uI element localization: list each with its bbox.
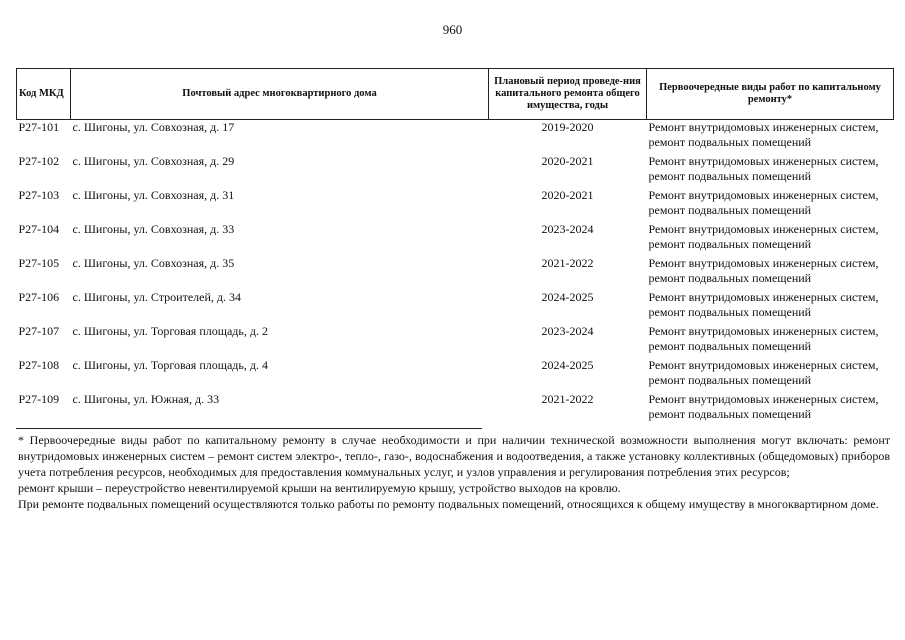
- row-address: с. Шигоны, ул. Совхозная, д. 31: [72, 188, 235, 202]
- row-works-line2: ремонт подвальных помещений: [648, 305, 812, 319]
- row-works: [647, 154, 894, 188]
- table-row: [17, 290, 894, 324]
- row-works: [647, 358, 894, 392]
- row-period: 2024-2025: [541, 358, 594, 372]
- row-works-line1: Ремонт внутридомовых инженерных систем,: [648, 256, 879, 270]
- row-address: с. Шигоны, ул. Совхозная, д. 35: [72, 256, 235, 270]
- row-code: P27-101: [18, 120, 60, 134]
- row-works-line2: ремонт подвальных помещений: [648, 237, 812, 251]
- row-works-line2: ремонт подвальных помещений: [648, 135, 812, 149]
- row-works-line2: ремонт подвальных помещений: [648, 373, 812, 387]
- row-code: P27-102: [18, 154, 60, 168]
- header-period: Плановый период проведе-ния капитального ремонта общего имущества, годы: [489, 69, 647, 120]
- row-code: P27-104: [18, 222, 60, 236]
- row-works: [647, 256, 894, 290]
- row-address: с. Шигоны, ул. Торговая площадь, д. 4: [72, 358, 268, 372]
- row-address: с. Шигоны, ул. Строителей, д. 34: [72, 290, 241, 304]
- table-row: [17, 324, 894, 358]
- row-works: [647, 222, 894, 256]
- row-works: [647, 188, 894, 222]
- table-header-row: [17, 69, 894, 120]
- header-address: Почтовый адрес многоквартирного дома: [71, 69, 489, 120]
- row-address: с. Шигоны, ул. Совхозная, д. 33: [72, 222, 235, 236]
- table-row: [17, 120, 894, 155]
- row-code: P27-107: [18, 324, 60, 338]
- footnote-paragraph-2: ремонт крыши – переустройство невентилируемой крыши на вентилируемую крышу, устройство выходов на кровлю.: [18, 481, 621, 495]
- row-code: P27-109: [18, 392, 60, 406]
- row-code: P27-105: [18, 256, 60, 270]
- row-works-line1: Ремонт внутридомовых инженерных систем,: [648, 290, 879, 304]
- row-works-line1: Ремонт внутридомовых инженерных систем,: [648, 358, 879, 372]
- row-works-line2: ремонт подвальных помещений: [648, 339, 812, 353]
- row-works: [647, 392, 894, 426]
- row-period: 2021-2022: [541, 392, 594, 406]
- row-works-line2: ремонт подвальных помещений: [648, 271, 812, 285]
- row-period: 2020-2021: [541, 188, 594, 202]
- table-row: [17, 222, 894, 256]
- footnote-paragraph-3: При ремонте подвальных помещений осуществляются только работы по ремонту подвальных помещений, относящихся к общему имуществу в многоквартирном доме.: [18, 497, 879, 511]
- row-code: P27-108: [18, 358, 60, 372]
- row-works: [647, 324, 894, 358]
- row-works-line1: Ремонт внутридомовых инженерных систем,: [648, 120, 879, 134]
- row-works-line2: ремонт подвальных помещений: [648, 203, 812, 217]
- row-period: 2021-2022: [541, 256, 594, 270]
- header-code: Код МКД: [17, 69, 71, 120]
- row-code: P27-106: [18, 290, 60, 304]
- row-period: 2019-2020: [541, 120, 594, 134]
- repair-schedule-table: [16, 68, 894, 426]
- row-works-line1: Ремонт внутридомовых инженерных систем,: [648, 392, 879, 406]
- row-code: P27-103: [18, 188, 60, 202]
- row-works-line1: Ремонт внутридомовых инженерных систем,: [648, 222, 879, 236]
- row-period: 2024-2025: [541, 290, 594, 304]
- footnote-paragraph-1: * Первоочередные виды работ по капитальному ремонту в случае необходимости и при наличии технической возможности выполнения могут включать: ремонт внутридомовых инженерных систем – ремонт систем электро-, тепло-, газо-, водоснабжения и водоотведения, а также установку коллективных (общедомовых) приборов учета потребления ресурсов, необходимых для предоставления коммунальных услуг, и узлов управления и регулирования потребления этих ресурсов;: [18, 433, 890, 479]
- row-period: 2023-2024: [541, 222, 594, 236]
- footnote: [18, 432, 890, 512]
- header-works: Первоочередные виды работ по капитальному ремонту*: [647, 69, 894, 120]
- table-row: [17, 256, 894, 290]
- row-address: с. Шигоны, ул. Совхозная, д. 17: [72, 120, 235, 134]
- table-row: [17, 358, 894, 392]
- row-period: 2023-2024: [541, 324, 594, 338]
- row-works-line2: ремонт подвальных помещений: [648, 407, 812, 421]
- footnote-divider: [16, 428, 482, 429]
- page-number: 960: [442, 22, 463, 37]
- table-row: [17, 154, 894, 188]
- row-works: [647, 120, 894, 155]
- table-row: [17, 188, 894, 222]
- row-works-line2: ремонт подвальных помещений: [648, 169, 812, 183]
- row-works-line1: Ремонт внутридомовых инженерных систем,: [648, 188, 879, 202]
- row-works-line1: Ремонт внутридомовых инженерных систем,: [648, 324, 879, 338]
- row-address: с. Шигоны, ул. Южная, д. 33: [72, 392, 220, 406]
- row-address: с. Шигоны, ул. Совхозная, д. 29: [72, 154, 235, 168]
- row-works-line1: Ремонт внутридомовых инженерных систем,: [648, 154, 879, 168]
- table-row: [17, 392, 894, 426]
- row-address: с. Шигоны, ул. Торговая площадь, д. 2: [72, 324, 268, 338]
- row-period: 2020-2021: [541, 154, 594, 168]
- row-works: [647, 290, 894, 324]
